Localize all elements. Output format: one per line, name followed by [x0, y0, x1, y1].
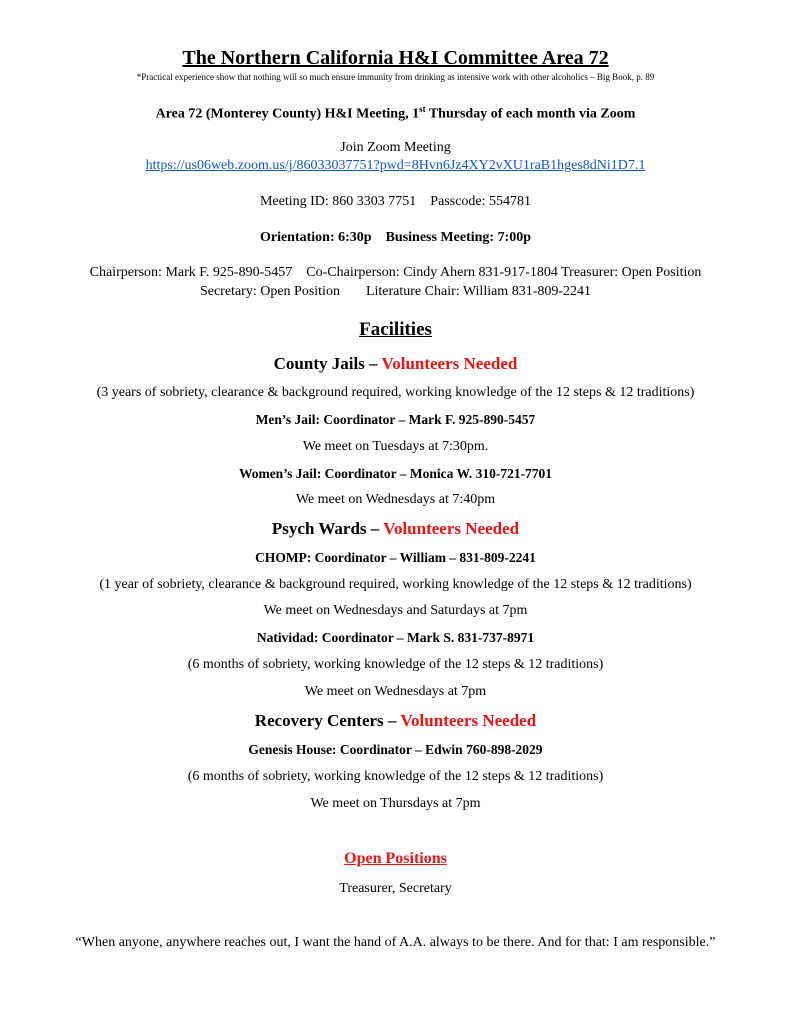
recovery-centers-status: Volunteers Needed — [400, 711, 537, 730]
open-positions-list: Treasurer, Secretary — [339, 881, 452, 896]
natividad-schedule: We meet on Wednesdays at 7pm — [304, 684, 487, 699]
chomp-coordinator: CHOMP: Coordinator – William – 831-809-2241 — [255, 550, 536, 565]
natividad-coordinator: Natividad: Coordinator – Mark S. 831-737-8971 — [256, 630, 535, 645]
county-jails-status: Volunteers Needed — [381, 354, 518, 373]
meeting-id: Meeting ID: 860 3303 7751 — [259, 194, 417, 209]
county-jails-heading — [0, 354, 791, 374]
open-positions-heading: Open Positions — [344, 850, 447, 867]
officers-row-2 — [0, 284, 791, 300]
big-book-motto: *Practical experience show that nothing will so much ensure immunity from drinking as intensive work with other alcoholics – Big Book, p. 89 — [136, 72, 655, 82]
co-chairperson: Co-Chairperson: Cindy Ahern 831-917-1804 — [306, 265, 558, 280]
psych-wards-heading — [0, 519, 791, 539]
county-jails-name: County Jails – — [273, 354, 382, 373]
mens-jail-coordinator: Men’s Jail: Coordinator – Mark F. 925-890-5457 — [255, 412, 536, 427]
business-meeting-time: Business Meeting: 7:00p — [385, 230, 532, 245]
chairperson: Chairperson: Mark F. 925-890-5457 — [89, 265, 293, 280]
meeting-heading — [0, 104, 791, 123]
county-jails-requirements: (3 years of sobriety, clearance & background required, working knowledge of the 12 steps & 12 traditions) — [96, 385, 695, 400]
responsibility-quote: “When anyone, anywhere reaches out, I want the hand of A.A. always to be there. And for that: I am responsible.” — [75, 935, 716, 950]
secretary: Secretary: Open Position — [199, 284, 340, 299]
womens-jail-coordinator: Women’s Jail: Coordinator – Monica W. 310-721-7701 — [238, 466, 553, 481]
chomp-schedule: We meet on Wednesdays and Saturdays at 7pm — [263, 603, 528, 618]
genesis-house-requirements: (6 months of sobriety, working knowledge of the 12 steps & 12 traditions) — [187, 769, 604, 784]
meeting-heading-rest: Thursday of each month via Zoom — [425, 106, 636, 122]
meeting-times — [0, 230, 791, 246]
officers-row-1 — [0, 265, 791, 281]
womens-jail-schedule: We meet on Wednesdays at 7:40pm — [295, 492, 496, 507]
natividad-requirements: (6 months of sobriety, working knowledge of the 12 steps & 12 traditions) — [187, 657, 604, 672]
psych-wards-name: Psych Wards – — [271, 519, 384, 538]
meeting-passcode: Passcode: 554781 — [430, 194, 532, 209]
chomp-requirements: (1 year of sobriety, clearance & background required, working knowledge of the 12 steps & 12 traditions) — [99, 577, 692, 592]
meeting-credentials — [0, 194, 791, 210]
genesis-house-schedule: We meet on Thursdays at 7pm — [310, 796, 481, 811]
meeting-heading-main: Area 72 (Monterey County) H&I Meeting, 1 — [155, 106, 420, 122]
orientation-time: Orientation: 6:30p — [259, 230, 372, 245]
zoom-meeting-link[interactable]: https://us06web.zoom.us/j/86033037751?pwd=8Hvn6Jz4XY2vXU1raB1hges8dNi1D7.1 — [145, 158, 646, 173]
page-title: The Northern California H&I Committee Area 72 — [182, 47, 609, 69]
recovery-centers-name: Recovery Centers – — [254, 711, 401, 730]
treasurer: Treasurer: Open Position — [561, 265, 702, 280]
mens-jail-schedule: We meet on Tuesdays at 7:30pm. — [302, 439, 489, 454]
meeting-heading-sup: st — [419, 104, 426, 114]
facilities-heading: Facilities — [359, 319, 432, 340]
genesis-house-coordinator: Genesis House: Coordinator – Edwin 760-898-2029 — [248, 742, 543, 757]
join-zoom-label: Join Zoom Meeting — [340, 140, 451, 155]
recovery-centers-heading — [0, 711, 791, 731]
psych-wards-status: Volunteers Needed — [383, 519, 520, 538]
literature-chair: Literature Chair: William 831-809-2241 — [365, 284, 592, 299]
